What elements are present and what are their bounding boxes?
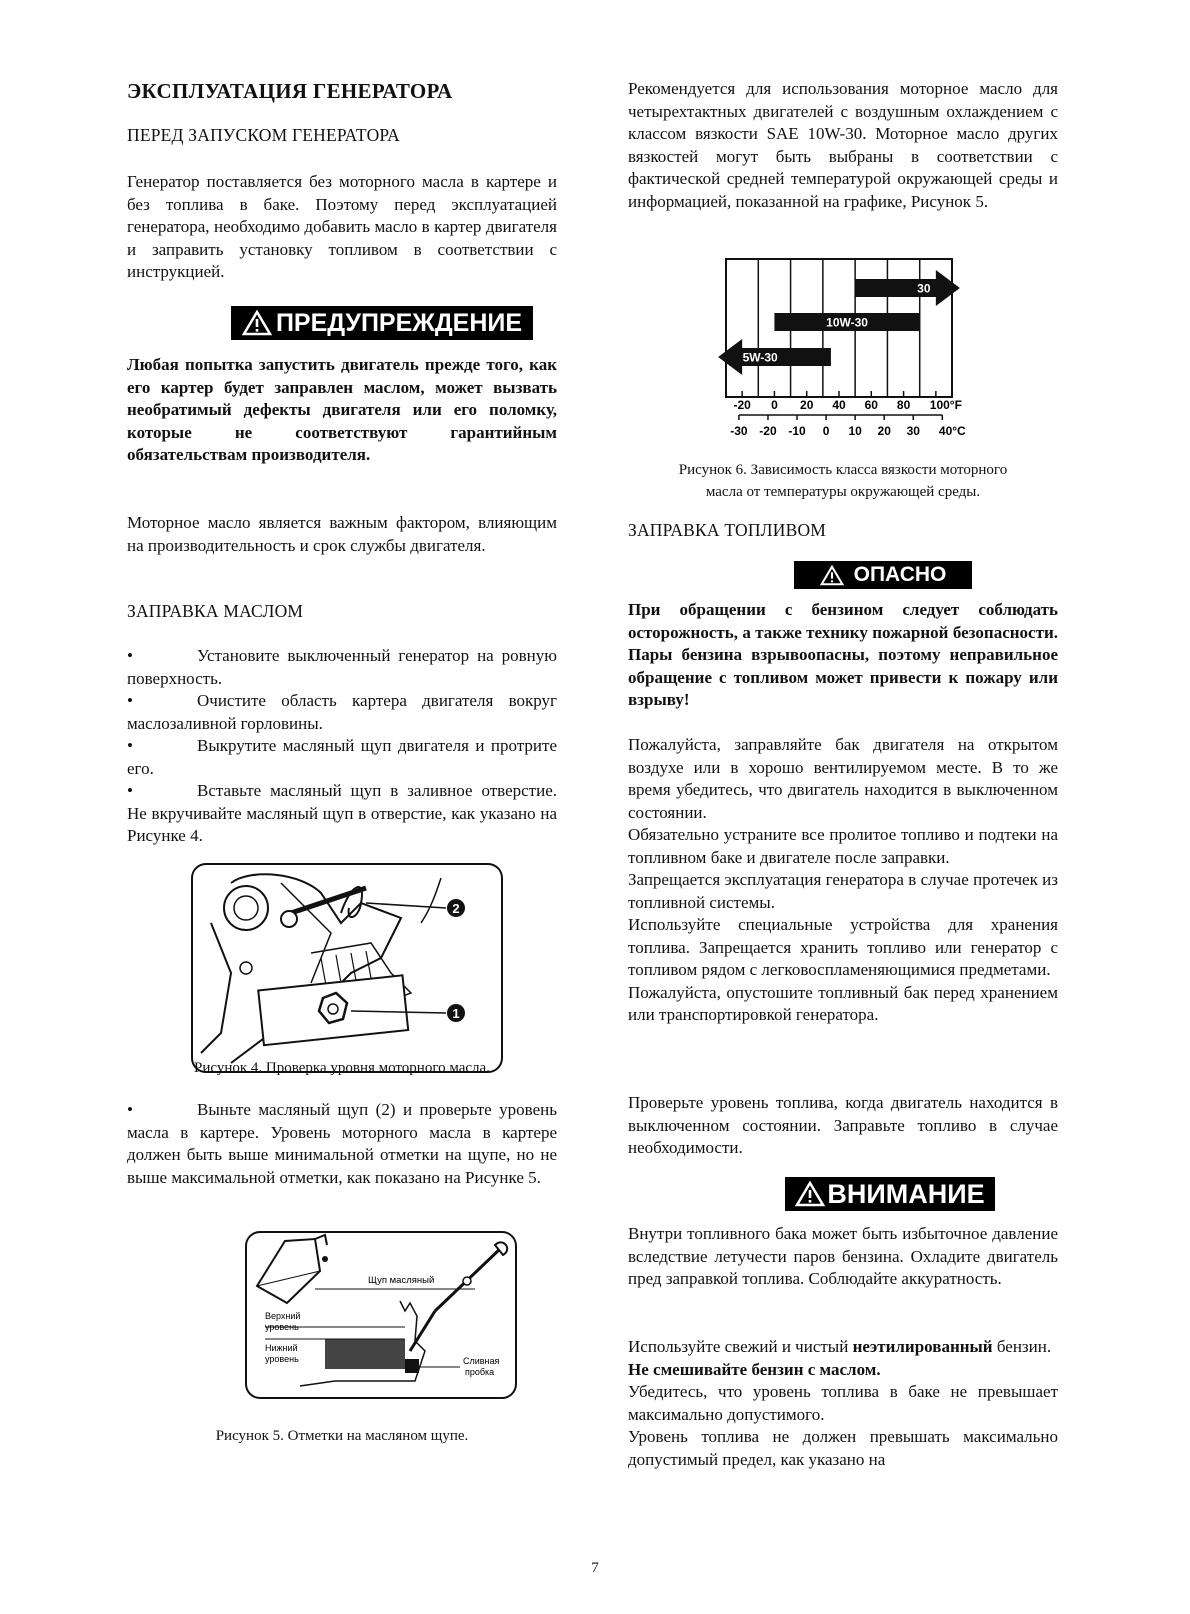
chart-tick-label-c: 0 [822,424,830,438]
chart-tick-label-f: -20 [733,398,751,412]
bullet-item: • Выкрутите масляный щуп двигателя и протрите его. [127,736,557,778]
chart-tick-label-f: 0 [771,398,778,412]
warning-label: ПРЕДУПРЕЖДЕНИЕ [275,308,523,337]
oil-fill-heading: ЗАПРАВКА МАСЛОМ [127,601,304,621]
bullet-item: • Выньте масляный щуп (2) и проверьте уровень масла в картере. Уровень моторного масла в картере должен быть выше минимальной отметки на щупе, но не выше максимальной отметки, как показано на Рисунке 5. [127,1100,557,1187]
figure-4-image [191,863,503,1073]
fuel-instructions [628,734,1058,1027]
fuel-heading: ЗАПРАВКА ТОПЛИВОМ [628,520,827,540]
figure-5-image [245,1231,517,1399]
bullet-item: • Очистите область картера двигателя вокруг маслозаливной горловины. [127,691,557,733]
danger-label: ОПАСНО [853,563,947,586]
warning-triangle-icon [242,310,272,336]
before-start-heading: ПЕРЕД ЗАПУСКОМ ГЕНЕРАТОРА [127,125,400,145]
figure-5-label-lower-1: Нижний [265,1343,298,1353]
chart-tick-label-f: 60 [864,398,878,412]
figure-5-label-drain-1: Сливная [463,1356,500,1366]
chart-tick-label-f: 20 [800,398,814,412]
figure-5-label-upper-1: Верхний [265,1311,301,1321]
chart-tick-label-c: 30 [906,424,920,438]
danger-banner [794,561,972,589]
oil-recommendation-text: Рекомендуется для использования моторное масло для четырехтактных двигателей с воздушным охлаждением с классом вязкости SAE 10W-30. Моторное масло других вязкостей могут быть выбраны в соответствии с фактической средней температурой окружающей среды и информацией, показанной на графике, Рисунок 5. [628,79,1058,211]
fuel-paragraph: Пожалуйста, заправляйте бак двигателя на открытом воздухе или в хорошо вентилируемом месте. В то же время убедитесь, что двигатель находится в выключенном состоянии. [628,735,1058,822]
viscosity-chart [696,255,996,450]
chart-tick-label-f: 80 [896,398,911,412]
danger-triangle-icon [820,565,844,586]
chart-tick-label-c: -20 [759,424,777,438]
oil-fill-bullets [127,645,557,848]
warning-banner [231,306,533,340]
chart-tick-label-f: 100°F [929,398,962,412]
chart-tick-label-c: 20 [877,424,891,438]
chart-bar-label: 10W-30 [826,315,868,330]
bullet-item: • Вставьте масляный щуп в заливное отверстие. Не вкручивайте масляный щуп в отверстие, как указано на Рисунке 4. [127,781,557,845]
fuel-paragraph: Обязательно устраните все пролитое топливо и подтеки на топливном баке и двигателе после заправки. [628,825,1058,867]
caution-triangle-icon [795,1181,825,1207]
fuel-level-text: Убедитесь, что уровень топлива в баке не превышает максимально допустимого. [628,1382,1058,1424]
chart-tick-label-f: 40 [832,398,846,412]
oil-importance-text: Моторное масло является важным фактором, влияющим на производительность и срок службы двигателя. [127,513,557,555]
figure-5-caption: Рисунок 5. Отметки на масляном щупе. [215,1428,469,1444]
figure-6-caption-line-1: Рисунок 6. Зависимость класса вязкости моторного [678,462,1008,478]
page-number: 7 [591,1560,599,1576]
fuel-paragraph: Запрещается эксплуатация генератора в случае протечек из топливной системы. [628,870,1058,912]
chart-tick-label-c: 10 [848,424,862,438]
figure-5-label-upper-2: уровень [265,1322,299,1332]
fuel-check-text: Проверьте уровень топлива, когда двигатель находится в выключенном состоянии. Заправьте топливо в случае необходимости. [628,1093,1058,1157]
figure-6-caption-line-2: масла от температуры окружающей среды. [705,484,981,500]
fresh-fuel-text: Используйте свежий и чистый неэтилированный бензин. [628,1337,1052,1356]
warning-text: Любая попытка запустить двигатель прежде того, как его картер будет заправлен маслом, может вызвать необратимый дефекты двигателя или его поломку, которые не соответствуют гарантийным обязательствам производителя. [127,355,557,464]
figure-5-label-drain-2: пробка [465,1367,495,1377]
no-mix-text: Не смешивайте бензин с маслом. [628,1359,881,1379]
left-column [127,0,557,1444]
fuel-paragraph: Пожалуйста, опустошите топливный бак перед хранением или транспортировкой генератора. [628,982,1058,1024]
danger-text: При обращении с бензином следует соблюдать осторожность, а также технику пожарной безопасности. Пары бензина взрывоопасны, поэтому неправильное обращение с топливом может привести к пожару или взрыву! [628,600,1058,709]
figure-4-marker-2: 2 [452,901,460,916]
figure-4-caption: Рисунок 4. Проверка уровня моторного масла. [194,1060,490,1076]
caution-banner [785,1177,995,1211]
caution-label: ВНИМАНИЕ [827,1178,985,1209]
fuel-paragraph: Используйте специальные устройства для хранения топлива. Запрещается хранить топливо или генератор с топливом рядом с легковоспламеняющимися предметами. [628,915,1058,979]
fuel-requirements [628,1336,1058,1471]
figure-5-label-dipstick: Щуп масляный [368,1275,435,1286]
chart-tick-label-c: -30 [730,424,748,438]
figure-5-label-lower-2: уровень [265,1354,299,1364]
fuel-level-text: Уровень топлива не должен превышать максимально допустимый предел, как указано на [628,1427,1058,1469]
figure-4-marker-1: 1 [452,1006,460,1021]
bullet-item: • Установите выключенный генератор на ровную поверхность. [127,646,557,688]
before-start-text: Генератор поставляется без моторного масла в картере и без топлива в баке. Поэтому перед эксплуатацией генератора, необходимо добавить масло в картер двигателя и заправить установку топливом в соответствии с инструкцией. [127,172,557,281]
caution-text: Внутри топливного бака может быть избыточное давление вследствие летучести паров бензина. Охладите двигатель пред заправкой топлива. Соблюдайте аккуратность. [628,1224,1058,1288]
chart-tick-label-c: 40°C [938,424,966,438]
section-title: ЭКСПЛУАТАЦИЯ ГЕНЕРАТОРА [127,79,453,103]
chart-tick-label-c: -10 [788,424,806,438]
chart-bar-label: 30 [917,281,931,296]
chart-bar-label: 5W-30 [742,350,778,365]
